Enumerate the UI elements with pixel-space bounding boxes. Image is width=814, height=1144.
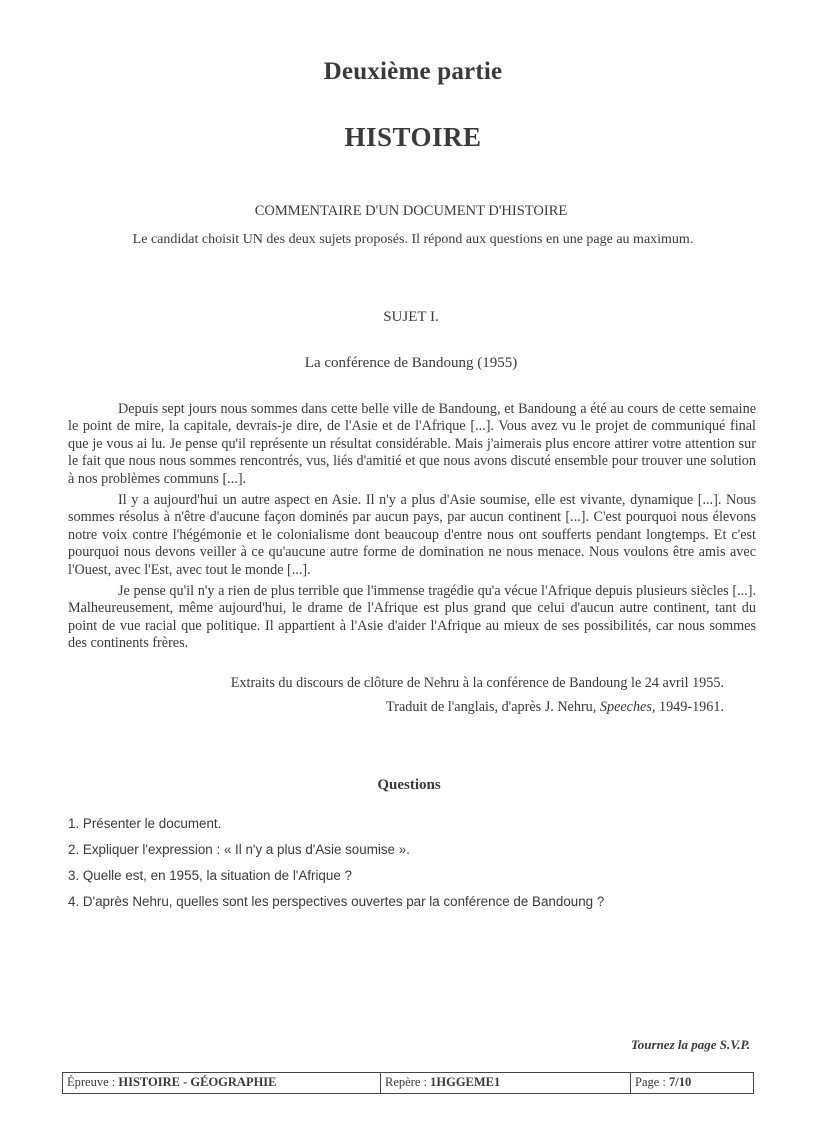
translation-credit-prefix: Traduit de l'anglais, d'après J. Nehru, bbox=[386, 699, 600, 715]
turn-page-note: Tournez la page S.V.P. bbox=[631, 1037, 750, 1052]
question-item: 1. Présenter le document. bbox=[68, 816, 222, 831]
exercise-title: COMMENTAIRE D'UN DOCUMENT D'HISTOIRE bbox=[254, 203, 568, 219]
footer-table bbox=[62, 1072, 754, 1094]
part-title: Deuxième partie bbox=[323, 58, 503, 85]
questions-list bbox=[68, 815, 758, 919]
footer-repere-value: 1HGGEME1 bbox=[430, 1075, 501, 1089]
document-paragraph-3: Je pense qu'il n'y a rien de plus terrible que l'immense tragédie qu'a vécue l'Afrique depuis plusieurs siècles [...]. Malheureusement, même aujourd'hui, le drame de l'Afrique est plus grand que celui d'aucun autre continent, tant du point de vue racial que politique. Il appartient à l'Asie d'aider l'Afrique au mieux de ses possibilités, car nous sommes des continents frères. bbox=[68, 583, 756, 652]
footer-page-value: 7/10 bbox=[669, 1075, 692, 1089]
exercise-instructions: Le candidat choisit UN des deux sujets proposés. Il répond aux questions en une page au maximum. bbox=[132, 232, 694, 247]
document-source: Extraits du discours de clôture de Nehru à la conférence de Bandoung le 24 avril 1955. bbox=[230, 675, 724, 691]
translation-credit-suffix: 1949-1961. bbox=[655, 699, 724, 715]
translation-credit-work: Speeches, bbox=[599, 699, 656, 715]
footer-epreuve-value: HISTOIRE - GÉOGRAPHIE bbox=[118, 1075, 277, 1089]
footer-epreuve-cell bbox=[63, 1073, 381, 1093]
sujet-label: SUJET I. bbox=[383, 309, 439, 325]
question-item: 3. Quelle est, en 1955, la situation de l'Afrique ? bbox=[68, 868, 352, 883]
question-item: 4. D'après Nehru, quelles sont les perspectives ouvertes par la conférence de Bandoung ? bbox=[68, 894, 605, 909]
footer-repere-label: Repère : bbox=[385, 1075, 431, 1089]
footer-repere-cell bbox=[381, 1073, 631, 1093]
question-item: 2. Expliquer l'expression : « Il n'y a plus d'Asie soumise ». bbox=[68, 842, 410, 857]
footer-epreuve-label: Épreuve : bbox=[67, 1075, 119, 1089]
document-translation-credit bbox=[68, 699, 724, 716]
subject-title: HISTOIRE bbox=[344, 122, 482, 152]
document-paragraph-1: Depuis sept jours nous sommes dans cette belle ville de Bandoung, et Bandoung a été au cours de cette semaine le point de mire, la capitale, devrais-je dire, de l'Asie et de l'Afrique [...]. Vous avez vu le projet de communiqué final que je vous ai lu. Je pense qu'il représente un résultat considérable. Mais j'aimerais plus encore attirer votre attention sur le fait que nous nous sommes rencontrés, vus, liés d'amitié et que nous avons discuté ensemble pour trouver une solution à nos problèmes communs [...]. bbox=[68, 401, 756, 487]
footer-page-cell bbox=[631, 1073, 753, 1093]
document-title: La conférence de Bandoung (1955) bbox=[304, 355, 518, 371]
footer-page-label: Page : bbox=[635, 1075, 670, 1089]
document-text bbox=[68, 401, 756, 657]
questions-heading: Questions bbox=[377, 777, 441, 793]
document-paragraph-2: Il y a aujourd'hui un autre aspect en Asie. Il n'y a plus d'Asie soumise, elle est vivante, dynamique [...]. Nous sommes résolus à n'être d'aucune façon dominés par aucun pays, par aucun continent [...]. C'est pourquoi nous élevons notre voix contre l'hégémonie et le colonialisme dont beaucoup d'entre nous ont soufferts pendant longtemps. Et c'est pourquoi nous devons veiller à ce qu'aucune autre forme de domination ne nous menace. Nous voulons être amis avec l'Ouest, avec l'Est, avec tout le monde [...]. bbox=[68, 492, 756, 578]
